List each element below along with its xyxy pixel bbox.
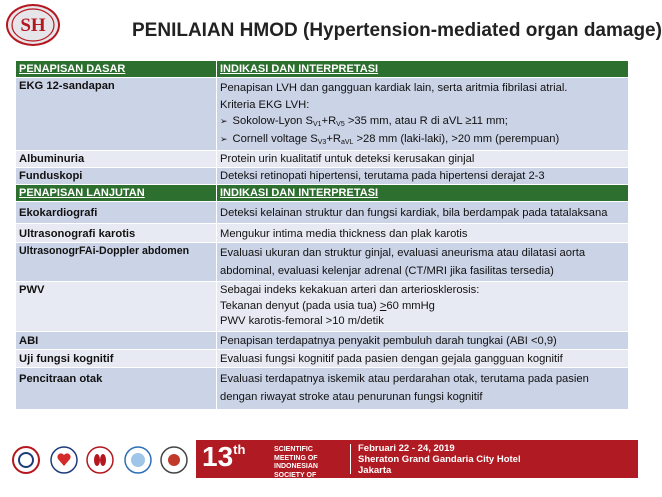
row-name: UltrasonogrFAi-Doppler abdomen xyxy=(16,243,217,282)
table-row-ekg xyxy=(16,78,629,151)
row-desc: Evaluasi terdapatnya iskemik atau perdarahan otak, terutama pada pasien dengan riwayat stroke atau penurunan fungsi kognitif xyxy=(217,367,629,409)
row-name: Uji fungsi kognitif xyxy=(16,349,217,367)
row-desc: Deteksi kelainan struktur dan fungsi kardiak, bila berdampak pada tatalaksana xyxy=(217,202,629,224)
table-row xyxy=(16,367,629,409)
table-row xyxy=(16,349,629,367)
table-row-pwv xyxy=(16,282,629,332)
logo-text: SH xyxy=(20,15,46,36)
header-penapisan-lanjutan: PENAPISAN LANJUTAN xyxy=(16,185,217,202)
table-row xyxy=(16,243,629,282)
table-row xyxy=(16,202,629,224)
society-logo-icon xyxy=(12,446,40,474)
table-row xyxy=(16,151,629,168)
header-indikasi: INDIKASI DAN INTERPRETASI xyxy=(217,185,629,202)
footer-edition: 13th xyxy=(202,441,246,472)
row-name: ABI xyxy=(16,331,217,349)
footer-meeting: SCIENTIFIC MEETING OF INDONESIAN SOCIETY OF HYPERTENSION 2019 xyxy=(274,446,330,496)
header-indikasi: INDIKASI DAN INTERPRETASI xyxy=(217,61,629,78)
row-desc: Evaluasi fungsi kognitif pada pasien dengan gejala gangguan kognitif xyxy=(217,349,629,367)
row-name: EKG 12-sandapan xyxy=(16,78,217,151)
hmod-table xyxy=(15,60,629,410)
row-name: Albuminuria xyxy=(16,151,217,168)
row-name: PWV xyxy=(16,282,217,332)
bullet-sokolow: ➢ Sokolow-Lyon $S_{V1}+R_{V5} >35$ mm, atau R di aVL ≥11 mm; xyxy=(220,113,625,131)
row-desc: Deteksi retinopati hipertensi, terutama pada hipertensi derajat 2-3 xyxy=(217,168,629,185)
footer-event-info: Februari 22 - 24, 2019 Sheraton Grand Gandaria City Hotel Jakarta xyxy=(358,443,521,476)
heart-logo-icon xyxy=(50,446,78,474)
table-row xyxy=(16,224,629,243)
table-header-basic xyxy=(16,61,629,78)
ish-logo xyxy=(6,4,60,46)
row-name: Ekokardiografi xyxy=(16,202,217,224)
row-name: Pencitraan otak xyxy=(16,367,217,409)
row-desc: Penapisan LVH dan gangguan kardiak lain, serta aritmia fibrilasi atrial. Kriteria EKG LVH: ➢ Sokolow-Lyon $S_{V1}+R_{V5} >35$ mm, atau R di aVL ≥11 mm; ➢ Cornell voltage $S_{V3}+R_{aVL} >28$ mm (laki-laki), >20 mm (perempuan) xyxy=(217,78,629,151)
neuro-logo-icon xyxy=(124,446,152,474)
row-desc: Mengukur intima media thickness dan plak karotis xyxy=(217,224,629,243)
table-header-advanced xyxy=(16,185,629,202)
row-desc: Sebagai indeks kekakuan arteri dan arteriosklerosis: Tekanan denyut (pada usia tua) >60 mmHg PWV karotis-femoral >10 m/detik xyxy=(217,282,629,332)
row-desc: Protein urin kualitatif untuk deteksi kerusakan ginjal xyxy=(217,151,629,168)
table-row xyxy=(16,331,629,349)
page-title: PENILAIAN HMOD (Hypertension-mediated organ damage) xyxy=(132,20,662,41)
footer-divider xyxy=(350,444,351,474)
table-row xyxy=(16,168,629,185)
row-desc: Penapisan terdapatnya penyakit pembuluh darah tungkai (ABI <0,9) xyxy=(217,331,629,349)
kidney-logo-icon xyxy=(86,446,114,474)
cardio-logo-icon xyxy=(160,446,188,474)
row-name: Ultrasonografi karotis xyxy=(16,224,217,243)
header-penapisan-dasar: PENAPISAN DASAR xyxy=(16,61,217,78)
row-name: Funduskopi xyxy=(16,168,217,185)
row-desc: Evaluasi ukuran dan struktur ginjal, evaluasi aneurisma atau dilatasi aorta abdominal, evaluasi kelenjar adrenal (CT/MRI jika fasilitas tersedia) xyxy=(217,243,629,282)
bullet-cornell: ➢ Cornell voltage $S_{V3}+R_{aVL} >28$ mm (laki-laki), >20 mm (perempuan) xyxy=(220,131,625,149)
